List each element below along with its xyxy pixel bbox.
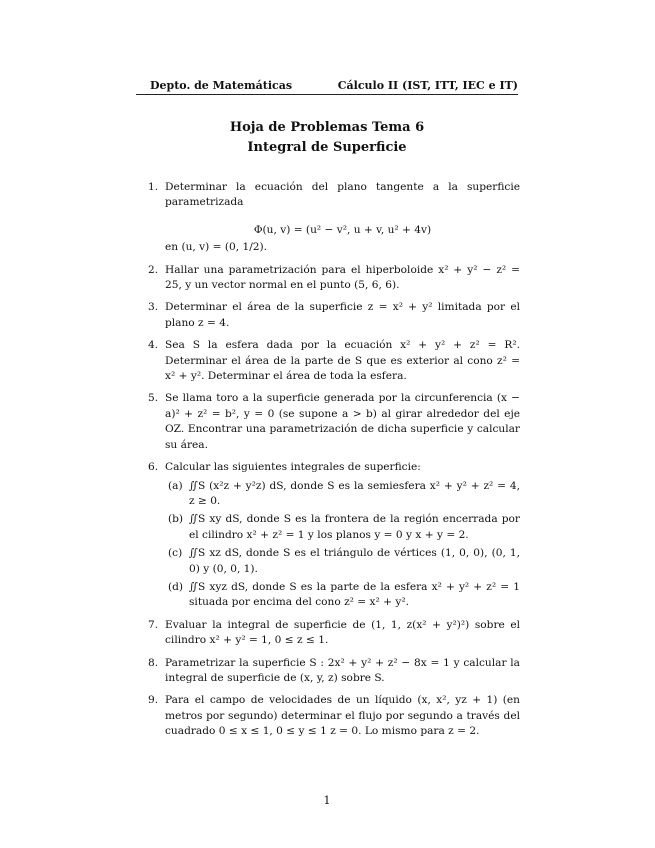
- problem-7: [148, 618, 520, 649]
- problem-number: 7.: [148, 618, 159, 631]
- problem-text: Determinar el área de la superficie z = x² + y² limitada por el plano z = 4.: [165, 301, 520, 329]
- problem-6: [148, 460, 520, 475]
- problem-number: 2.: [148, 263, 159, 276]
- subproblem-text: ∬S xz dS, donde S es el triángulo de vértices (1, 0, 0), (0, 1, 0) y (0, 0, 1).: [189, 547, 520, 575]
- display-formula: Φ(u, v) = (u² − v², u + v, u² + 4v): [253, 223, 432, 236]
- subproblem-text: ∬S (x²z + y²z) dS, donde S es la semiesfera x² + y² + z² = 4, z ≥ 0.: [189, 479, 520, 507]
- problem-3: [148, 300, 520, 331]
- problem-number: 8.: [148, 656, 159, 669]
- page-number: 1: [323, 794, 331, 807]
- problem-text: Sea S la esfera dada por la ecuación x² + y² + z² = R². Determinar el área de la parte de S que es exterior al cono z² = x² + y². Determinar el área de toda la esfera.: [165, 339, 520, 383]
- problem-number: 9.: [148, 694, 159, 707]
- department-label: Depto. de Matemáticas: [150, 79, 293, 92]
- problem-text: Para el campo de velocidades de un líquido (x, x², yz + 1) (en metros por segundo) determinar el flujo por segundo a través del cuadrado 0 ≤ x ≤ 1, 0 ≤ y ≤ 1 z = 0. Lo mismo para z = 2.: [165, 694, 520, 738]
- subproblem-label: (d): [168, 580, 184, 593]
- sheet-subtitle: Integral de Superficie: [247, 140, 407, 155]
- course-label: Cálculo II (IST, ITT, IEC e IT): [337, 79, 518, 92]
- problem-4: [148, 338, 520, 384]
- problem-text: Hallar una parametrización para el hiperboloide x² + y² − z² = 25, y un vector normal en el punto (5, 6, 6).: [165, 263, 520, 292]
- problem-text: Parametrizar la superficie S : 2x² + y² + z² − 8x = 1 y calcular la integral de superficie de (x, y, z) sobre S.: [165, 656, 520, 684]
- problem-text: Se llama toro a la superficie generada por la circunferencia (x − a)² + z² = b², y = 0 (se supone a > b) al girar alrededor del eje OZ. Encontrar una parametrización de dicha superficie y calcular su área.: [165, 392, 520, 451]
- problem-8: [148, 656, 520, 687]
- subproblem-b: [148, 512, 520, 543]
- subproblem-label: (c): [168, 547, 183, 560]
- problem-list: [148, 180, 520, 740]
- problem-9: [148, 693, 520, 739]
- problem-text-tail: en (u, v) = (0, 1/2).: [165, 241, 268, 254]
- subproblem-label: (b): [168, 513, 184, 526]
- running-header: [136, 78, 518, 95]
- problem-number: 6.: [148, 461, 159, 474]
- subproblem-text: ∬S xy dS, donde S es la frontera de la región encerrada por el cilindro x² + z² = 1 y los planos y = 0 y x + y = 2.: [189, 513, 520, 541]
- subproblem-label: (a): [168, 479, 183, 492]
- problem-number: 4.: [148, 339, 159, 352]
- problem-text: Evaluar la integral de superficie de (1, 1, z(x² + y²)²) sobre el cilindro x² + y² = 1, 0 ≤ z ≤ 1.: [165, 618, 520, 647]
- subproblem-text: ∬S xyz dS, donde S es la parte de la esfera x² + y² + z² = 1 situada por encima del cono z² = x² + y².: [189, 580, 520, 609]
- problem-2: [148, 263, 520, 294]
- subproblem-a: [148, 479, 520, 510]
- problem-text: Calcular las siguientes integrales de superficie:: [165, 461, 421, 474]
- problem-number: 5.: [148, 392, 159, 405]
- problem-text: Determinar la ecuación del plano tangente a la superficie parametrizada: [165, 181, 520, 209]
- sheet-title: Hoja de Problemas Tema 6: [229, 120, 425, 135]
- subproblem-c: [148, 546, 520, 577]
- subproblem-d: [148, 580, 520, 611]
- problem-1: [148, 180, 520, 256]
- problem-number: 3.: [148, 301, 159, 314]
- problem-5: [148, 391, 520, 453]
- problem-number: 1.: [148, 181, 159, 193]
